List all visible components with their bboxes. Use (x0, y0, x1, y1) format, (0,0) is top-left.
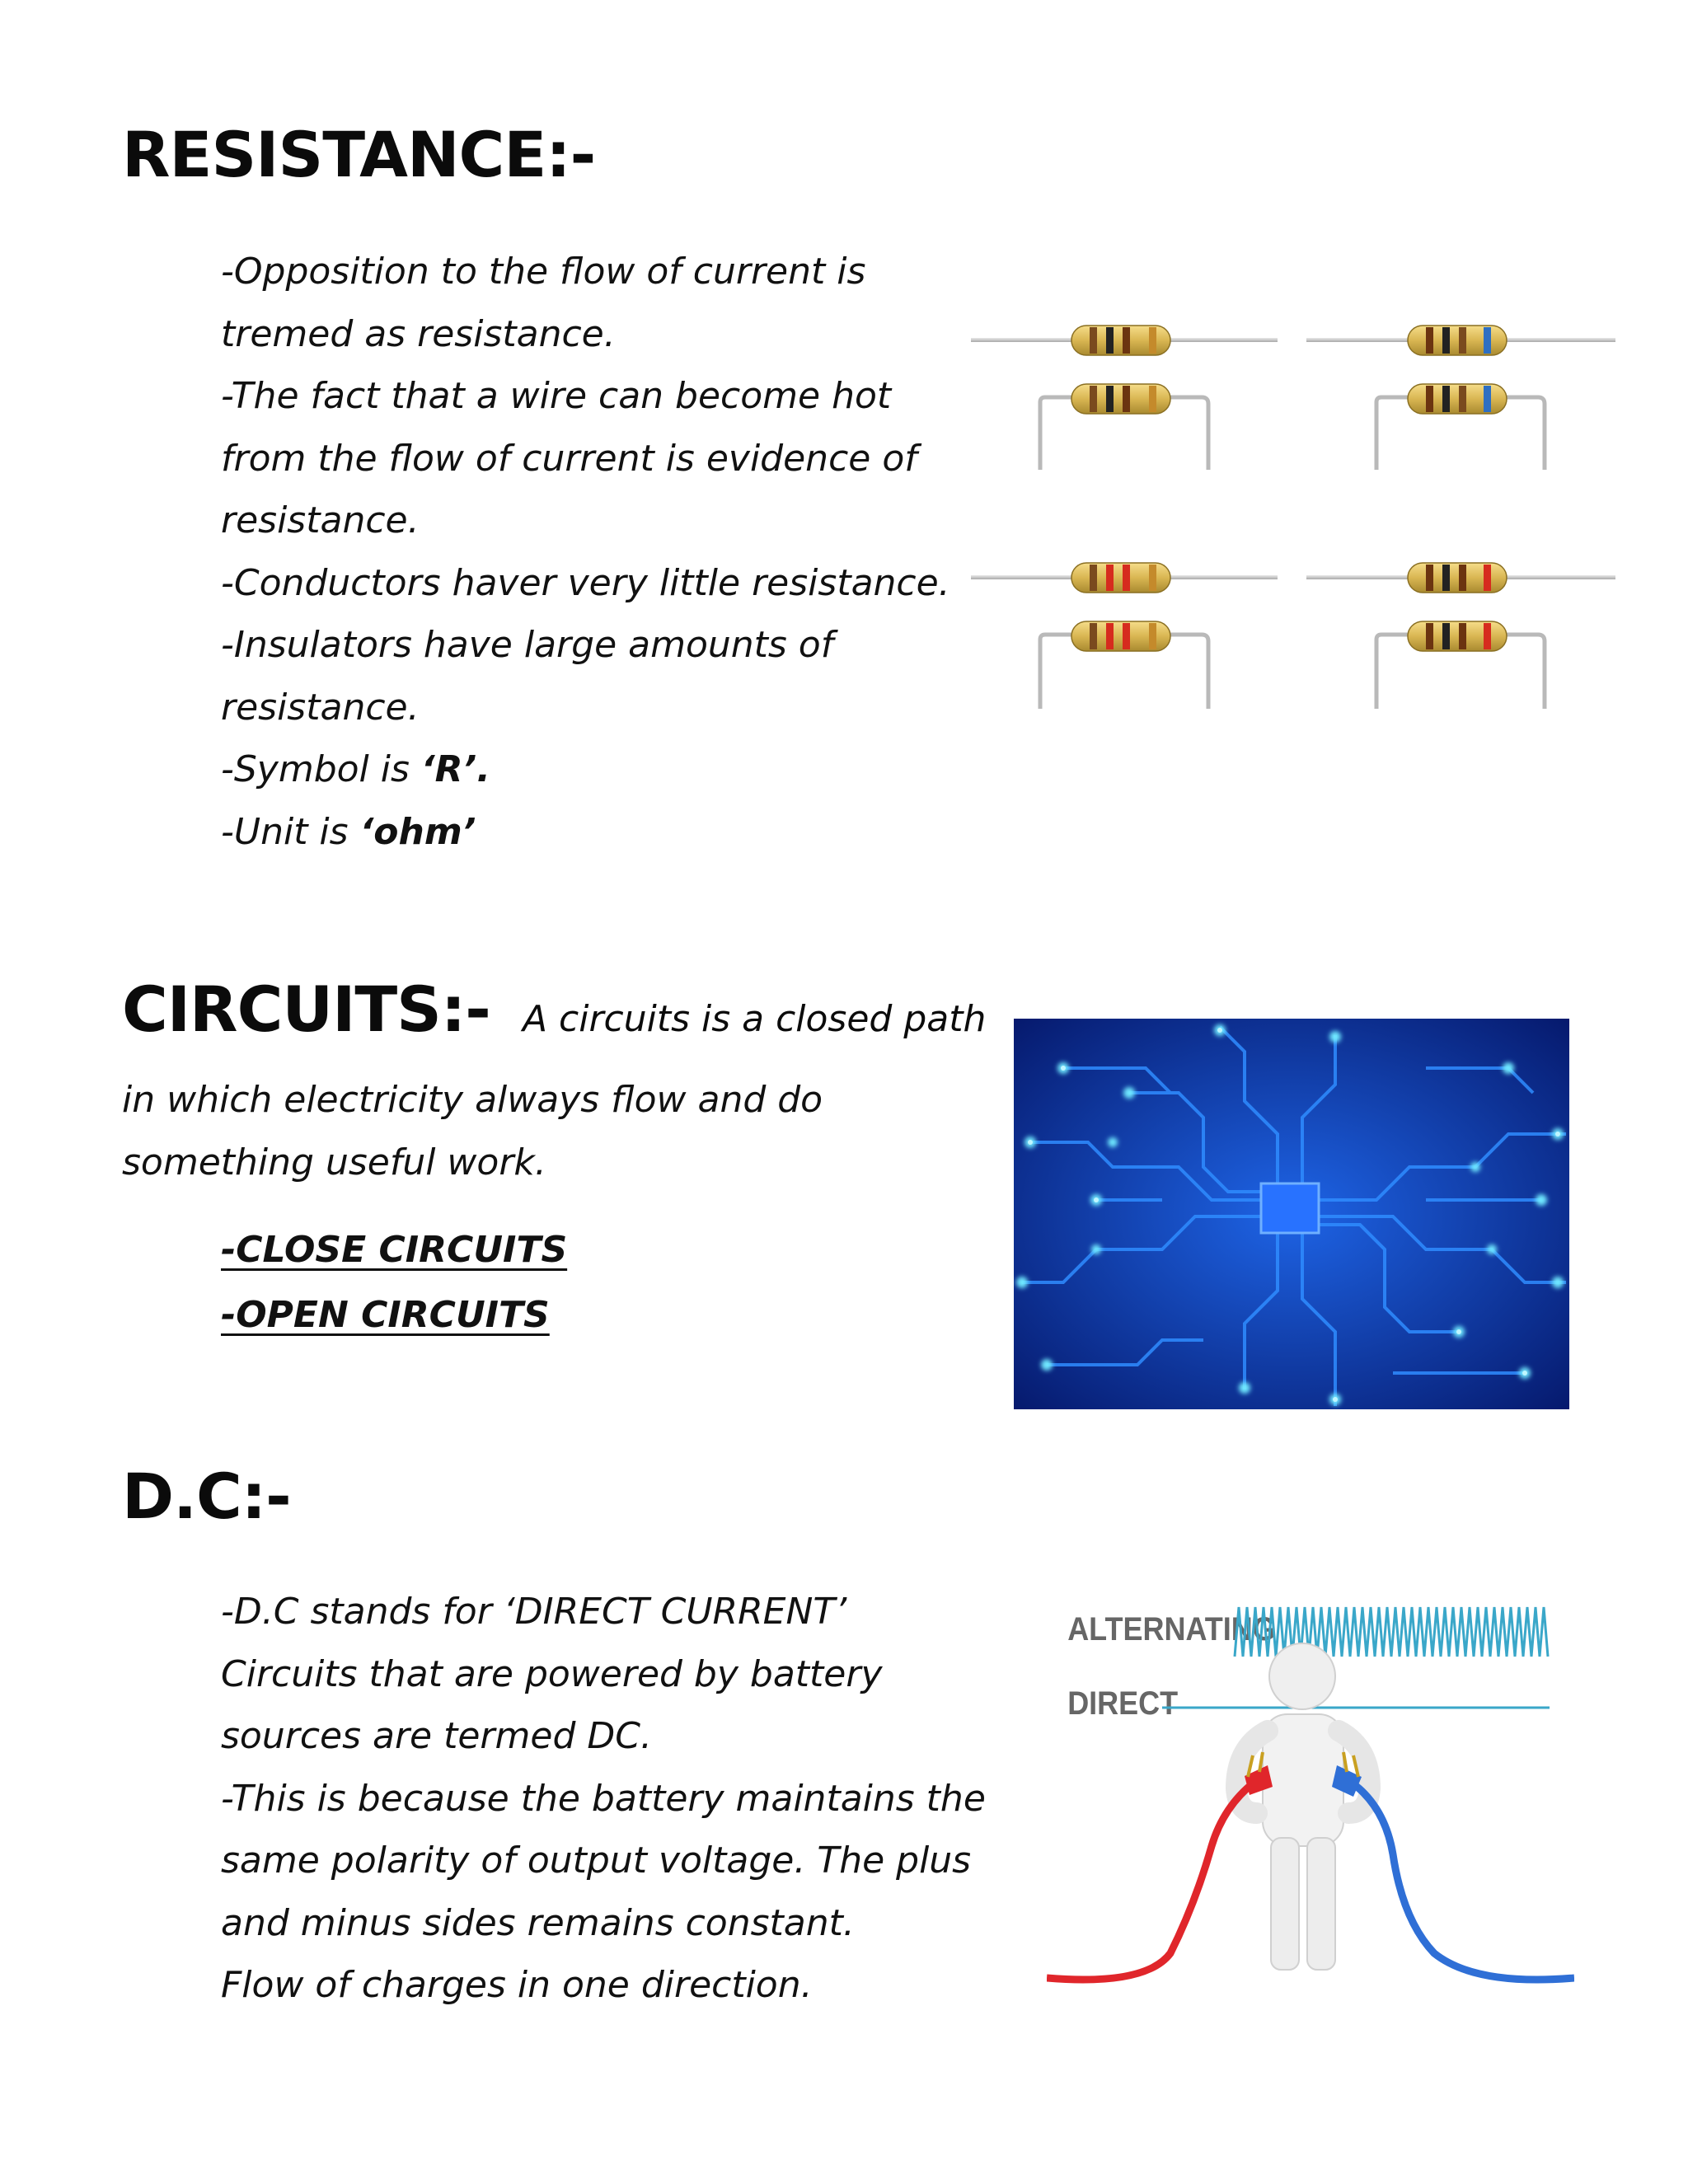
alternating-label: ALTERNATING (1067, 1611, 1276, 1648)
circuit-board-image (1014, 1019, 1569, 1409)
red-cable (1047, 1780, 1257, 1980)
circuits-heading: CIRCUITS:- (122, 972, 490, 1046)
dc-line: same polarity of output voltage. The plus (221, 1840, 972, 1882)
resistance-line: -Insulators have large amounts of (221, 624, 834, 666)
dc-line: Flow of charges in one direction. (221, 1964, 813, 2006)
circuits-intro: A circuits is a closed path (522, 998, 987, 1040)
dc-line: -This is because the battery maintains the (221, 1777, 986, 1820)
open-circuits-item: -OPEN CIRCUITS (221, 1294, 550, 1336)
chip-icon (1261, 1183, 1319, 1233)
symbol-value: ‘R’. (420, 748, 490, 790)
circuits-description (122, 1069, 823, 1194)
person-figure-icon (1236, 1643, 1370, 1970)
resistance-description (221, 241, 950, 863)
dc-line: -D.C stands for ‘DIRECT CURRENT’ (221, 1591, 847, 1633)
alternating-wave (1235, 1607, 1548, 1657)
circuits-heading-row (122, 972, 986, 1046)
resistance-line: -The fact that a wire can become hot (221, 375, 892, 417)
resistor-icon (971, 326, 1278, 355)
dc-line: Circuits that are powered by battery (221, 1652, 883, 1695)
resistor-icon (1376, 384, 1545, 470)
dc-line: and minus sides remains constant. (221, 1901, 855, 1944)
resistor-icon (1040, 621, 1208, 709)
resistor-icon (971, 563, 1278, 593)
blue-cable (1348, 1780, 1574, 1980)
circuits-line: in which electricity always flow and do (122, 1079, 823, 1121)
resistance-line: tremed as resistance. (221, 312, 616, 355)
resistors-image (964, 305, 1624, 717)
resistor-icon (1376, 621, 1545, 709)
resistance-line: -Opposition to the flow of current is (221, 251, 866, 293)
unit-label: -Unit is (221, 810, 360, 853)
symbol-label: -Symbol is (221, 748, 421, 790)
resistance-line: from the flow of current is evidence of (221, 437, 917, 480)
resistance-heading: RESISTANCE:- (122, 118, 596, 191)
resistor-icon (1306, 563, 1615, 593)
symbol-line (221, 738, 950, 801)
unit-value: ‘ohm’ (359, 810, 476, 853)
direct-label: DIRECT (1067, 1685, 1179, 1722)
dc-line: sources are termed DC. (221, 1715, 652, 1757)
close-circuits-item: -CLOSE CIRCUITS (221, 1229, 568, 1271)
resistance-line: -Conductors haver very little resistance. (221, 561, 950, 604)
resistor-icon (1306, 326, 1615, 355)
circuits-line: something useful work. (122, 1141, 546, 1183)
dc-heading: D.C:- (122, 1460, 291, 1533)
ac-dc-figure-image (1047, 1591, 1574, 1986)
circuit-types-list (221, 1217, 567, 1347)
resistance-line: resistance. (221, 686, 420, 729)
dc-description (221, 1581, 986, 2017)
unit-line (221, 801, 950, 864)
resistance-line: resistance. (221, 499, 420, 541)
resistor-icon (1040, 384, 1208, 470)
